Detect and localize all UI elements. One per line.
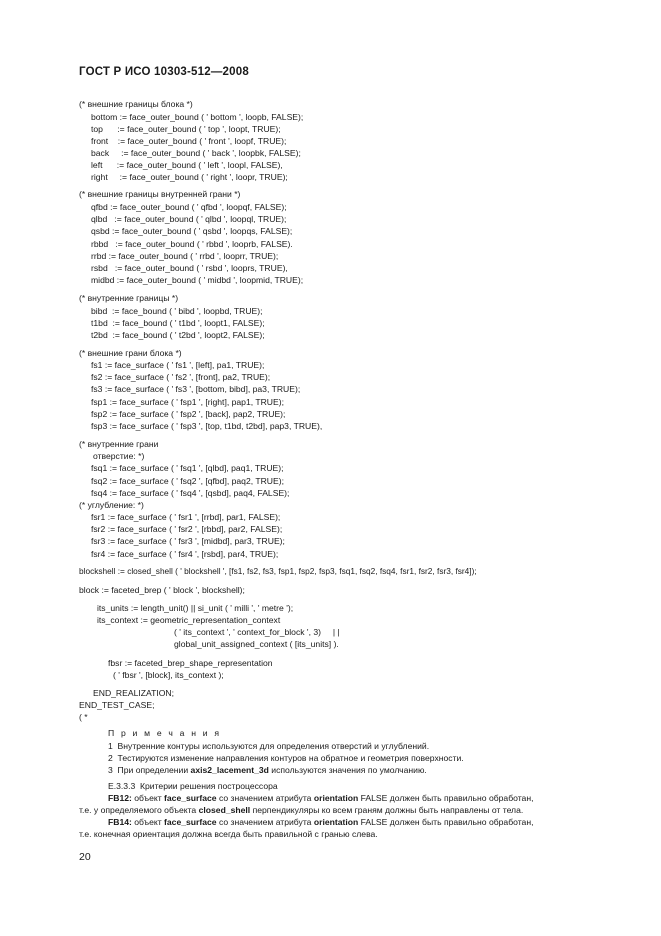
code-line: fsr4 := face_surface ( ' fsr4 ', [rsbd], par4, TRUE); <box>91 549 279 559</box>
code-line: fsr3 := face_surface ( ' fsr3 ', [midbd], par3, TRUE); <box>91 536 285 546</box>
note-item: 1 Внутренние контуры используются для определения отверстий и углублений. <box>108 741 430 751</box>
code-line: rsbd := face_outer_bound ( ' rsbd ', looprs, TRUE), <box>91 263 288 273</box>
code-line: fsq1 := face_surface ( ' fsq1 ', [qlbd], paq1, TRUE); <box>91 463 284 473</box>
code-comment: (* углубление: *) <box>79 500 144 510</box>
code-line: ( ' fbsr ', [block], its_context ); <box>113 670 224 680</box>
code-line: fbsr := faceted_brep_shape_representation <box>108 658 273 668</box>
code-line: blockshell := closed_shell ( ' blockshell ', [fs1, fs2, fs3, fsp1, fsp2, fsp3, fsq1, fsq2, fsq4, fsr1, fsr2, fsr3, fsr4]); <box>79 566 477 576</box>
code-line: fsp2 := face_surface ( ' fsp2 ', [back], pap2, TRUE); <box>91 409 286 419</box>
code-comment: отверстие: *) <box>93 451 145 461</box>
note-item: 3 При определении axis2_lacement_3d используются значения по умолчанию. <box>108 765 427 775</box>
code-line: fsp3 := face_surface ( ' fsp3 ', [top, t1bd, t2bd], pap3, TRUE), <box>91 421 323 431</box>
code-comment: (* внешние грани блока *) <box>79 348 182 358</box>
code-line: qsbd := face_outer_bound ( ' qsbd ', loopqs, FALSE); <box>91 226 293 236</box>
criterion-fb14: FB14: объект face_surface со значением атрибута orientation FALSE должен быть правильно обработан, <box>108 817 534 827</box>
code-line: midbd := face_outer_bound ( ' midbd ', loopmid, TRUE); <box>91 275 304 285</box>
code-line: block := faceted_brep ( ' block ', blockshell); <box>79 585 245 595</box>
code-line: rrbd := face_outer_bound ( ' rrbd ', looprr, TRUE); <box>91 251 279 261</box>
code-line: bibd := face_bound ( ' bibd ', loopbd, TRUE); <box>91 306 263 316</box>
code-line: top := face_outer_bound ( ' top ', loopt, TRUE); <box>91 124 281 134</box>
criterion-fb14-cont: т.е. конечная ориентация должна всегда быть правильной с гранью слева. <box>79 829 378 839</box>
code-line: fsq2 := face_surface ( ' fsq2 ', [qfbd], paq2, TRUE); <box>91 476 284 486</box>
notes-heading: П р и м е ч а н и я <box>108 728 222 738</box>
code-line: END_TEST_CASE; <box>79 700 155 710</box>
code-line: ( ' its_context ', ' context_for_block ', 3) | | <box>174 627 340 637</box>
code-comment: (* внешние границы внутренней грани *) <box>79 189 241 199</box>
code-line: right := face_outer_bound ( ' right ', loopr, TRUE); <box>91 172 288 182</box>
code-line: fs3 := face_surface ( ' fs3 ', [bottom, bibd], pa3, TRUE); <box>91 384 301 394</box>
code-line: bottom := face_outer_bound ( ' bottom ', loopb, FALSE); <box>91 112 304 122</box>
criterion-fb12-cont: т.е. у определяемого объекта closed_shell перпендикуляры ко всем граням должны быть направлены от тела. <box>79 805 524 815</box>
code-line: fsr1 := face_surface ( ' fsr1 ', [rrbd], par1, FALSE); <box>91 512 281 522</box>
code-line: fsq4 := face_surface ( ' fsq4 ', [qsbd], paq4, FALSE); <box>91 488 290 498</box>
code-line: fs1 := face_surface ( ' fs1 ', [left], pa1, TRUE); <box>91 360 265 370</box>
code-line: END_REALIZATION; <box>93 688 175 698</box>
code-line: fs2 := face_surface ( ' fs2 ', [front], pa2, TRUE); <box>91 372 271 382</box>
code-line: qlbd := face_outer_bound ( ' qlbd ', loopql, TRUE); <box>91 214 287 224</box>
code-comment: (* внутренние границы *) <box>79 293 179 303</box>
code-comment: (* внутренние грани <box>79 439 159 449</box>
code-line: its_context := geometric_representation_context <box>97 615 281 625</box>
note-item: 2 Тестируются изменение направления контуров на обратное и геометрия поверхности. <box>108 753 464 763</box>
code-line: back := face_outer_bound ( ' back ', loopbk, FALSE); <box>91 148 301 158</box>
code-line: ( * <box>79 712 88 722</box>
code-line: t2bd := face_bound ( ' t2bd ', loopt2, FALSE); <box>91 330 265 340</box>
code-line: fsp1 := face_surface ( ' fsp1 ', [right], pap1, TRUE); <box>91 397 284 407</box>
code-line: qfbd := face_outer_bound ( ' qfbd ', loopqf, FALSE); <box>91 202 287 212</box>
code-line: global_unit_assigned_context ( [its_units] ). <box>174 639 339 649</box>
code-line: its_units := length_unit() || si_unit ( ' milli ', ' metre '); <box>97 603 294 613</box>
code-comment: (* внешние границы блока *) <box>79 99 193 109</box>
code-line: rbbd := face_outer_bound ( ' rbbd ', looprb, FALSE). <box>91 239 293 249</box>
code-line: fsr2 := face_surface ( ' fsr2 ', [rbbd], par2, FALSE); <box>91 524 283 534</box>
criterion-fb12: FB12: объект face_surface со значением атрибута orientation FALSE должен быть правильно обработан, <box>108 793 534 803</box>
section-title: E.3.3.3 Критерии решения построцессора <box>108 781 278 791</box>
code-line: front := face_outer_bound ( ' front ', loopf, TRUE); <box>91 136 287 146</box>
code-line: t1bd := face_bound ( ' t1bd ', loopt1, FALSE); <box>91 318 265 328</box>
page-header-title: ГОСТ Р ИСО 10303-512—2008 <box>79 66 249 78</box>
code-line: left := face_outer_bound ( ' left ', loopl, FALSE), <box>91 160 283 170</box>
page-number: 20 <box>79 851 91 863</box>
